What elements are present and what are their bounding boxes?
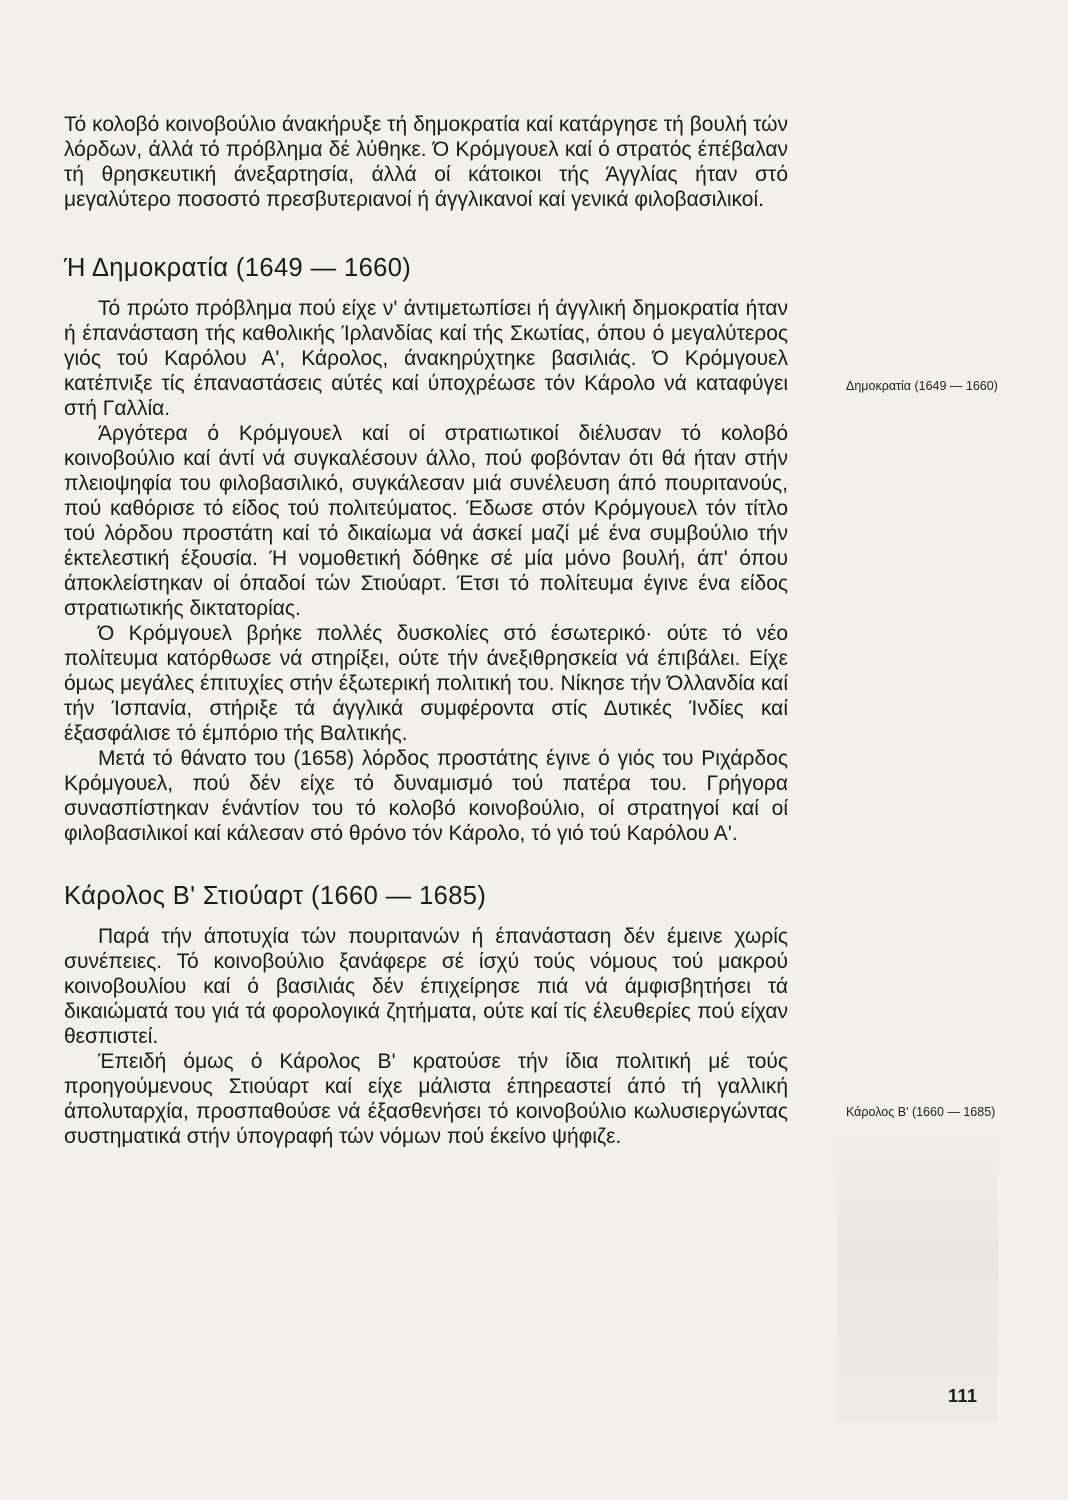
paragraph: Άργότερα ό Κρόμγουελ καί οί στρατιωτικοί διέλυσαν τό κολοβό κοινοβούλιο καί άντί νά συγκαλέσουν άλλο, πού φοβόνταν ότι θά ήταν στήν πλειοψηφία του φιλοβασιλικό, συγκάλεσαν μιά συνέλευση άπό πουριτανούς, πού καθόρισε τό είδος τού πολιτεύματος. Έδωσε στόν Κρόμγουελ τόν τίτλο τού λόρδου προστάτη καί τό δικαίωμα νά άσκεί μαζί μέ ένα συμβούλιο τήν έκτελεστική έξουσία. Ή νομοθετική δόθηκε σέ μία μόνο βουλή, άπ' όπου άποκλείστηκαν οί όπαδοί τών Στιούαρτ. Έτσι τό πολίτευμα έγινε ένα είδος στρατιωτικής δικτατορίας. <box>64 422 788 620</box>
paragraph: Τό πρώτο πρόβλημα πού είχε ν' άντιμετωπίσει ή άγγλική δημοκρατία ήταν ή έπανάσταση τής καθολικής Ίρλανδίας καί τής Σκωτίας, όπου ό μεγαλύτερος γιός τού Καρόλου Α', Κάρολος, άνακηρύχτηκε βασιλιάς. Ό Κρόμγουελ κατέπνιξε τίς έπαναστάσεις αύτές καί ύποχρέωσε τόν Κάρολο νά καταφύγει στή Γαλλία. <box>64 297 788 420</box>
paragraph: Ό Κρόμγουελ βρήκε πολλές δυσκολίες στό έσωτερικό· ούτε τό νέο πολίτευμα κατόρθωσε νά στηρίξει, ούτε τήν άνεξιθρησκεία νά έπιβάλει. Είχε όμως μεγάλες έπιτυχίες στήν έξωτερική πολιτική του. Νίκησε τήν Όλλανδία καί τήν Ίσπανία, στήριξε τά άγγλικά συμφέροντα στίς Δυτικές Ίνδίες καί έξασφάλισε τό έμπόριο τής Βαλτικής. <box>64 622 788 745</box>
paragraph: Παρά τήν άποτυχία τών πουριτανών ή έπανάσταση δέν έμεινε χωρίς συνέπειες. Τό κοινοβούλιο ξανάφερε σέ ίσχύ τούς νόμους τού μακρού κοινοβουλίου καί ό βασιλιάς δέν έπιχείρησε πιά νά άμφισβητήσει τά δικαιώματά του γιά τά φορολογικά ζητήματα, ούτε καί τίς έλευθερίες πού είχαν θεσπιστεί. <box>64 925 788 1048</box>
paragraph: Έπειδή όμως ό Κάρολος Β' κρατούσε τήν ίδια πολιτική μέ τούς προηγούμενους Στιούαρτ καί είχε μάλιστα έπηρεαστεί άπό τή γαλλική άπολυταρχία, προσπαθούσε νά έξασθενήσει τό κοινοβούλιο κωλυσιεργώντας συστηματικά στήν ύπογραφή τών νόμων πού έκείνο ψήφιζε. <box>64 1050 788 1148</box>
section-heading-democracy: Ή Δημοκρατία (1649 — 1660) <box>64 254 412 282</box>
margin-note-charles-ii: Κάρολος Β' (1660 — 1685) <box>846 1105 996 1119</box>
faded-portrait-image <box>838 1140 998 1422</box>
section-heading-charles-ii: Κάρολος Β' Στιούαρτ (1660 — 1685) <box>64 882 487 910</box>
paragraph: Μετά τό θάνατο του (1658) λόρδος προστάτης έγινε ό γιός του Ριχάρδος Κρόμγουελ, πού δέν είχε τό δυναμισμό τού πατέρα του. Γρήγορα συνασπίστηκαν ένάντίον του τό κολοβό κοινοβούλιο, οί στρατηγοί καί οί φιλοβασιλικοί καί κάλεσαν στό θρόνο τόν Κάρολο, τό γιό τού Καρόλου Α'. <box>64 747 788 845</box>
main-text-column <box>64 112 788 1149</box>
margin-note-democracy: Δημοκρατία (1649 — 1660) <box>846 379 998 393</box>
intro-paragraph: Τό κολοβό κοινοβούλιο άνακήρυξε τή δημοκρατία καί κατάργησε τή βουλή τών λόρδων, άλλά τό πρόβλημα δέ λύθηκε. Ό Κρόμγουελ καί ό στρατός έπέβαλαν τή θρησκευτική άνεξαρτησία, άλλά οί κάτοικοι τής Άγγλίας ήταν στό μεγαλύτερο ποσοστό πρεσβυτεριανοί ή άγγλικανοί καί γενικά φιλοβασιλικοί. <box>64 113 788 211</box>
page-number: 111 <box>948 1386 978 1406</box>
